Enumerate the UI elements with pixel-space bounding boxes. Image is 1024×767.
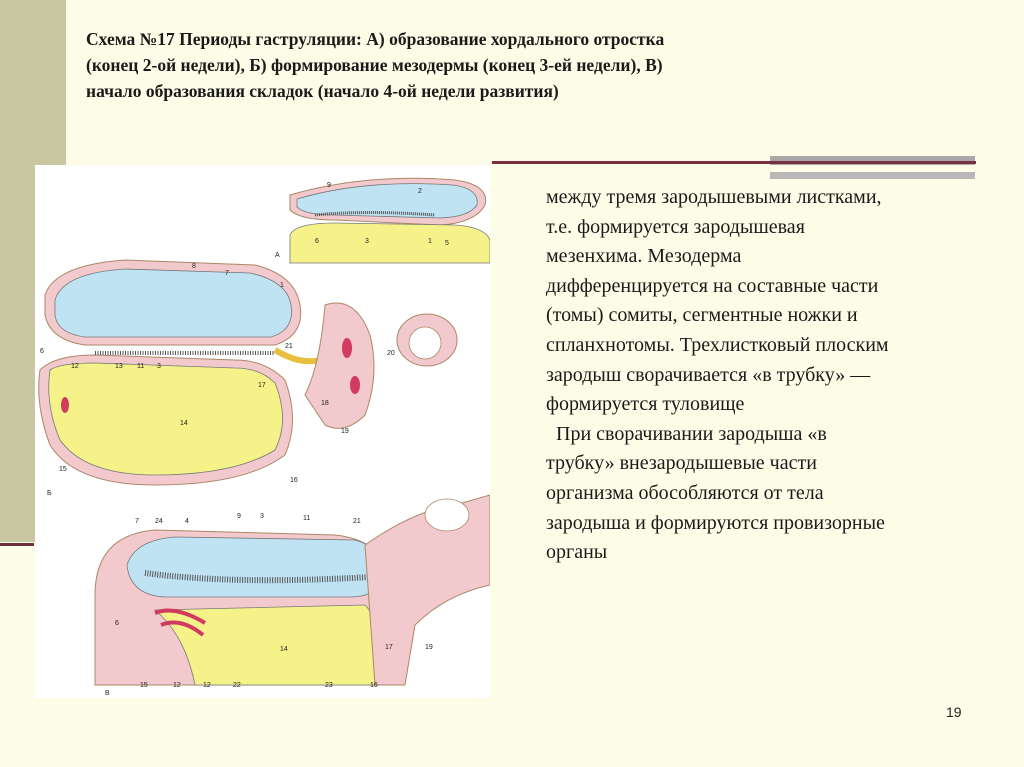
panel-c-label-21: 21 xyxy=(353,518,361,525)
panel-c-label-7: 7 xyxy=(135,518,139,525)
title-line: начало образования складок (начало 4-ой недели развития) xyxy=(86,81,559,101)
panel-c-label-15: 15 xyxy=(140,682,148,689)
panel-c-label-4: 4 xyxy=(185,518,189,525)
panel-b xyxy=(39,260,457,497)
body-line: спланхнотомы. Трехлистковый плоским xyxy=(546,333,889,356)
body-line: формируется туловище xyxy=(546,393,745,416)
panel-c-label-17: 17 xyxy=(385,644,393,651)
body-line: органы xyxy=(546,541,608,564)
body-line: При сворачивании зародыша «в xyxy=(546,422,827,445)
panel-c-letter: В xyxy=(105,690,110,697)
body-line: между тремя зародышевыми листками, xyxy=(546,186,882,208)
panel-c-label-6: 6 xyxy=(115,620,119,627)
panel-c-label-3: 3 xyxy=(260,513,264,520)
panel-c-label-23: 23 xyxy=(325,682,333,689)
panel-b-label-13: 13 xyxy=(115,363,123,370)
gastrulation-figure xyxy=(35,165,490,698)
panel-b-label-3: 3 xyxy=(157,363,161,370)
panel-b-label-15: 15 xyxy=(59,466,67,473)
title-line: Схема №17 Периоды гаструляции: А) образование хордального отростка xyxy=(86,29,665,49)
panel-a xyxy=(275,178,490,263)
left-divider xyxy=(0,543,34,546)
panel-b-label-20: 20 xyxy=(387,350,395,357)
panel-b-label-12: 12 xyxy=(71,363,79,370)
panel-b-label-1: 1 xyxy=(280,282,284,289)
title-line: (конец 2-ой недели), Б) формирование мезодермы (конец 3-ей недели), В) xyxy=(86,55,663,75)
panel-b-label-18: 18 xyxy=(321,400,329,407)
panel-c-label-16: 16 xyxy=(370,682,378,689)
panel-a-label-6: 6 xyxy=(315,238,319,245)
slide-title xyxy=(86,26,966,104)
body-line: зародыш сворачивается «в трубку» — xyxy=(546,363,871,386)
panel-c-label-9: 9 xyxy=(237,513,241,520)
panel-a-label-2: 2 xyxy=(418,188,422,195)
page-number: 19 xyxy=(946,704,962,720)
body-line: (томы) сомиты, сегментные ножки и xyxy=(546,304,858,327)
panel-c-label-11: 11 xyxy=(303,515,311,522)
panel-a-label-1: 1 xyxy=(428,238,432,245)
panel-c-label-12a: 12 xyxy=(173,682,181,689)
body-line: организма обособляются от тела xyxy=(546,481,824,504)
body-text xyxy=(546,183,986,568)
panel-c-label-22: 22 xyxy=(233,682,241,689)
gastrulation-diagram xyxy=(35,165,490,698)
panel-b-letter: Б xyxy=(47,490,52,497)
panel-a-letter: А xyxy=(275,252,280,259)
body-line: т.е. формируется зародышевая xyxy=(546,215,805,238)
body-line: зародыша и формируются провизорные xyxy=(546,511,885,534)
panel-c-label-24: 24 xyxy=(155,518,163,525)
panel-b-label-8: 8 xyxy=(192,263,196,270)
right-divider xyxy=(492,161,976,164)
panel-a-label-5: 5 xyxy=(445,240,449,247)
decor-bar-bottom xyxy=(770,172,975,179)
panel-c-label-14: 14 xyxy=(280,646,288,653)
panel-b-label-14: 14 xyxy=(180,420,188,427)
panel-b-label-7: 7 xyxy=(225,270,229,277)
panel-a-label-9: 9 xyxy=(327,182,331,189)
panel-b-label-17: 17 xyxy=(258,382,266,389)
panel-b-label-16: 16 xyxy=(290,477,298,484)
body-line: мезенхима. Мезодерма xyxy=(546,245,742,268)
panel-b-label-6: 6 xyxy=(40,348,44,355)
panel-b-label-21: 21 xyxy=(285,343,293,350)
panel-c-label-19: 19 xyxy=(425,644,433,651)
panel-a-label-3: 3 xyxy=(365,238,369,245)
panel-c-label-12b: 12 xyxy=(203,682,211,689)
body-line: дифференцируется на составные части xyxy=(546,274,879,297)
body-line: трубку» внезародышевые части xyxy=(546,452,817,475)
panel-b-label-19: 19 xyxy=(341,428,349,435)
panel-c xyxy=(95,495,490,697)
panel-b-label-11: 11 xyxy=(137,363,145,370)
